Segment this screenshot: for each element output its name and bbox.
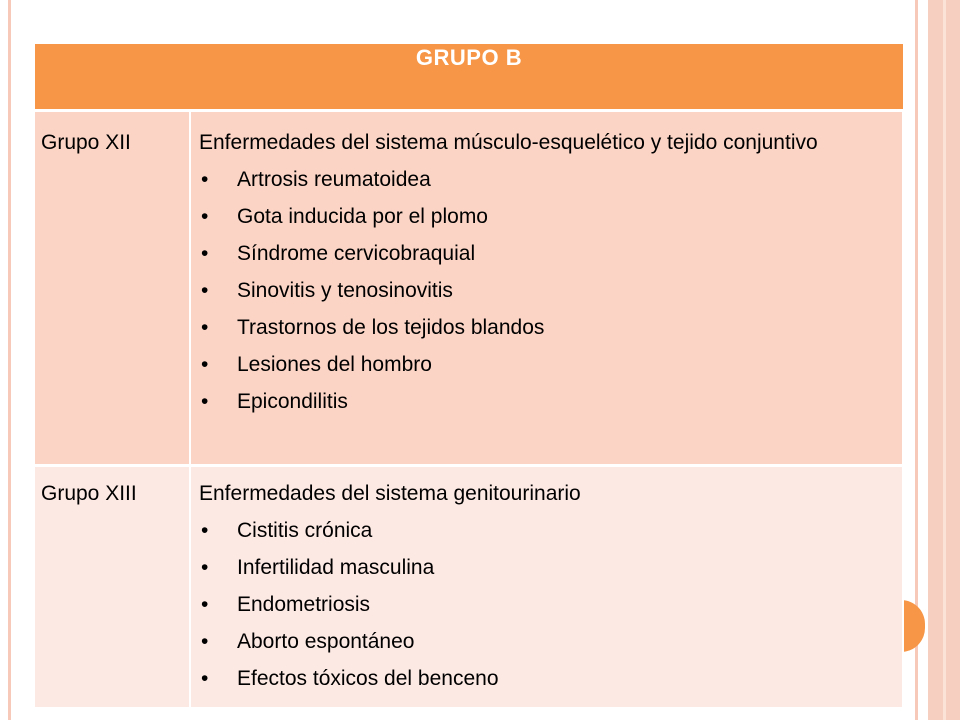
table-row [35, 467, 903, 707]
list-item: • Infertilidad masculina [199, 549, 894, 586]
decorative-side-strip [928, 0, 960, 720]
bullet-icon: • [201, 167, 209, 191]
list-item: • Epicondilitis [199, 383, 894, 420]
list-item: • Efectos tóxicos del benceno [199, 660, 894, 697]
group-title: Enfermedades del sistema genitourinario [199, 482, 581, 505]
group-title: Enfermedades del sistema músculo-esquelético y tejido conjuntivo [199, 130, 818, 154]
list-item: • Artrosis reumatoidea [199, 161, 894, 198]
bullet-icon: • [201, 389, 209, 413]
bullet-icon: • [201, 519, 209, 542]
list-item: • Síndrome cervicobraquial [199, 235, 894, 272]
decorative-strip-line [943, 0, 946, 720]
list-item: • Aborto espontáneo [199, 623, 894, 660]
decorative-orange-tab [901, 600, 925, 652]
bullet-icon: • [201, 315, 209, 339]
bullet-icon: • [201, 278, 209, 302]
group-label: Grupo XII [35, 110, 190, 464]
disease-group-table [35, 44, 904, 707]
group-description [190, 110, 903, 464]
bullet-icon: • [201, 204, 209, 228]
list-item: • Sinovitis y tenosinovitis [199, 272, 894, 309]
bullet-icon: • [201, 352, 209, 376]
group-description [190, 467, 903, 707]
list-item: • Endometriosis [199, 586, 894, 623]
bullet-icon: • [201, 556, 209, 579]
table-header: GRUPO B [35, 44, 903, 110]
list-item: • Cistitis crónica [199, 512, 894, 549]
bullet-icon: • [201, 630, 209, 653]
list-item: • Lesiones del hombro [199, 346, 894, 383]
list-item: • Gota inducida por el plomo [199, 198, 894, 235]
table-row [35, 110, 903, 464]
disease-list [199, 161, 894, 420]
disease-list [199, 512, 894, 697]
group-label: Grupo XIII [35, 467, 190, 707]
list-item: • Trastornos de los tejidos blandos [199, 309, 894, 346]
bullet-icon: • [201, 667, 209, 690]
bullet-icon: • [201, 593, 209, 616]
bullet-icon: • [201, 241, 209, 265]
